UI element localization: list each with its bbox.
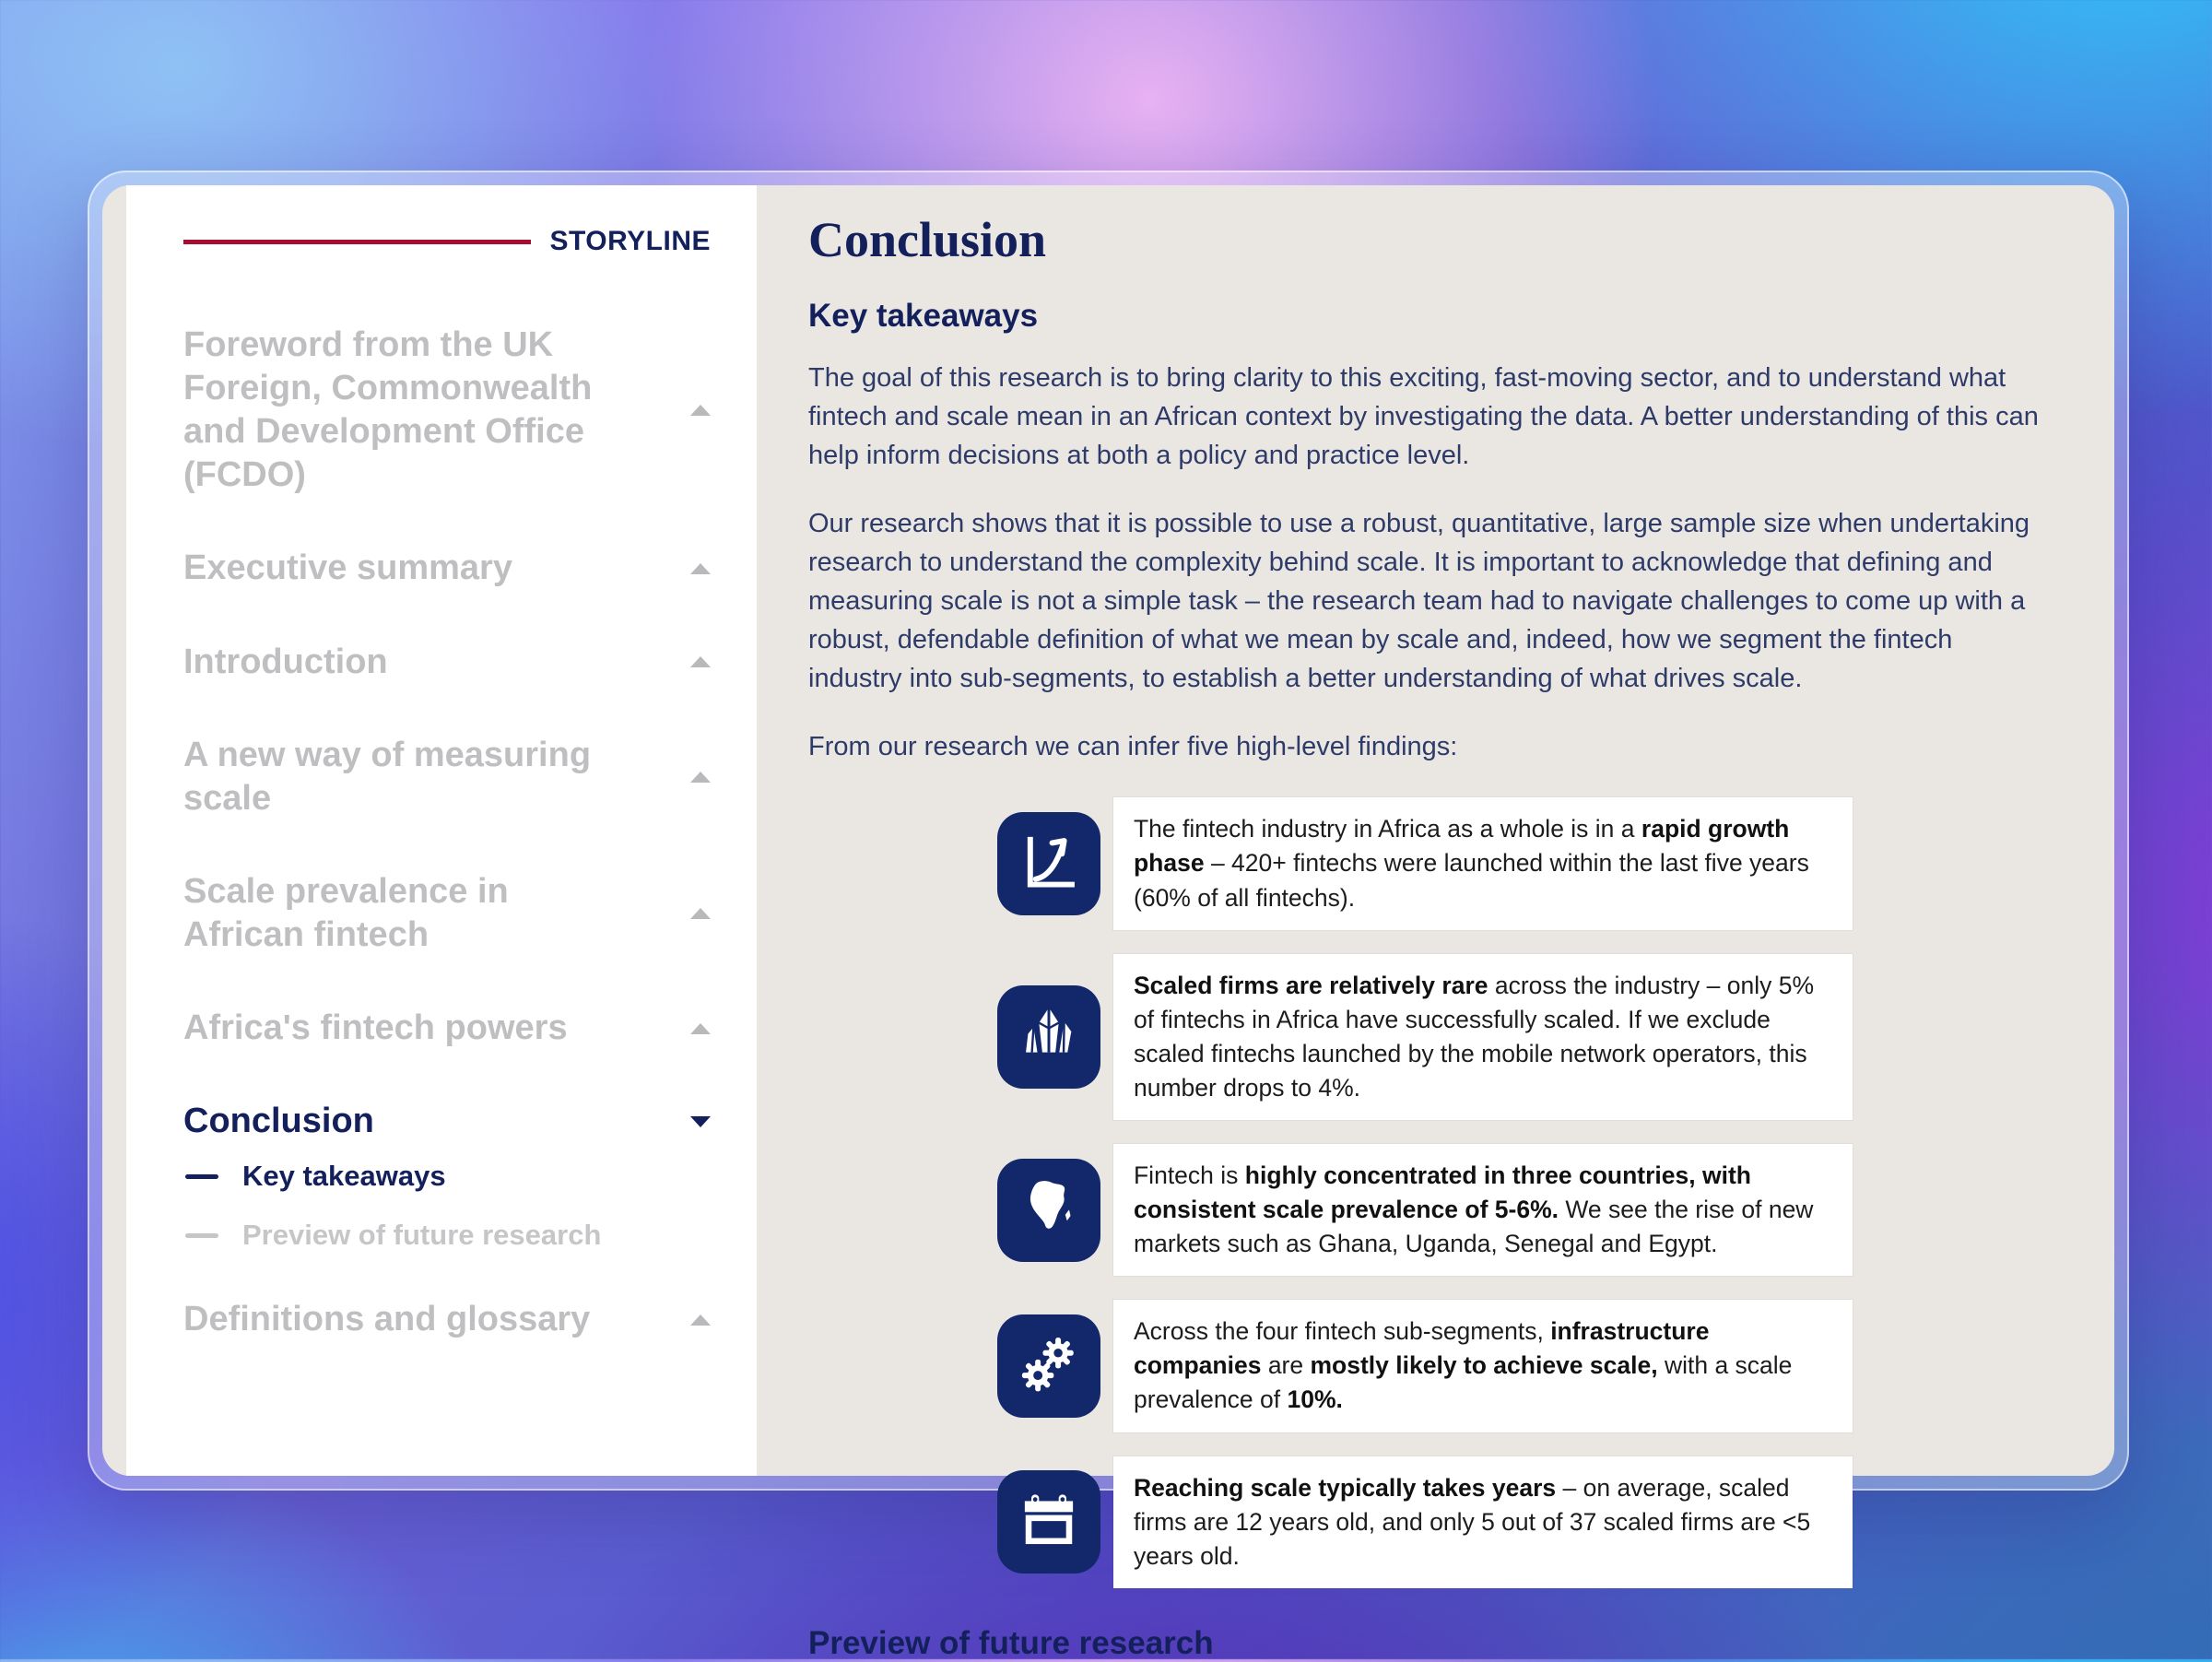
report-card (102, 185, 2114, 1661)
sidebar-sublist (185, 1160, 711, 1252)
finding-card (1113, 1456, 1853, 1588)
sidebar-item[interactable] (183, 734, 711, 820)
sidebar-item[interactable] (183, 547, 711, 590)
section-heading-key-takeaways: Key takeaways (808, 298, 1039, 335)
finding-text: The fintech industry in Africa as a whole is in a rapid growth phase – 420+ fintechs were launched within the last five years (60% of all fintechs). (1134, 815, 1809, 912)
section-heading-preview: Preview of future research (808, 1624, 1214, 1661)
finding-card (1113, 1300, 1853, 1432)
sidebar-item[interactable] (183, 1100, 711, 1143)
dash-icon (185, 1174, 218, 1179)
crystal-icon (997, 985, 1100, 1089)
storyline-divider (183, 240, 531, 244)
sidebar-item[interactable] (183, 1298, 711, 1341)
sidebar-subitem-label: Key takeaways (242, 1160, 446, 1193)
findings-list (997, 797, 1853, 1588)
main-content (757, 185, 2114, 1661)
sidebar-item[interactable] (183, 1007, 711, 1050)
sidebar-item[interactable] (183, 870, 711, 957)
sidebar-subitem-label: Preview of future research (242, 1219, 602, 1252)
chevron-up-icon[interactable] (690, 908, 711, 919)
page-title: Conclusion (808, 212, 1047, 267)
dash-icon (185, 1233, 218, 1238)
finding-card (1113, 954, 1853, 1120)
africa-map-icon (997, 1159, 1100, 1262)
finding-row (997, 1144, 1853, 1276)
paragraph: Our research shows that it is possible to use a robust, quantitative, large sample size when undertaking research to understand the complexity behind scale. It is important to acknowledge that defining and measuring scale is not a simple task – the research team had to navigate challenges to come up with a robust, defendable definition of what we mean by scale and, indeed, how we segment the fintech industry into sub-segments, to establish a better understanding of what drives scale. (808, 509, 2030, 694)
finding-text: Fintech is highly concentrated in three countries, with consistent scale prevalence of 5-6%. We see the rise of new markets such as Ghana, Uganda, Senegal and Egypt. (1134, 1161, 1814, 1258)
gears-icon (997, 1314, 1100, 1418)
storyline-header (183, 226, 711, 257)
finding-row (997, 1300, 1853, 1432)
sidebar-item-label: Scale prevalence in African fintech (183, 871, 509, 954)
finding-text: Scaled firms are relatively rare across the industry – only 5% of fintechs in Africa have successfully scaled. If we exclude scaled fintechs launched by the mobile network operators, this number drops to 4%. (1134, 971, 1815, 1102)
finding-row (997, 954, 1853, 1120)
sidebar (126, 185, 757, 1476)
sidebar-item-label: Africa's fintech powers (183, 1008, 568, 1048)
finding-row (997, 797, 1853, 929)
paragraph: From our research we can infer five high-level findings: (808, 732, 1458, 762)
chevron-down-icon[interactable] (690, 1116, 711, 1127)
report-window (88, 171, 2129, 1661)
calendar-icon (997, 1470, 1100, 1574)
sidebar-subitem[interactable] (185, 1160, 711, 1193)
finding-row (997, 1456, 1853, 1588)
storyline-label: STORYLINE (549, 226, 711, 256)
sidebar-item-label: Introduction (183, 642, 388, 681)
sidebar-item-label: Executive summary (183, 548, 512, 588)
chevron-up-icon[interactable] (690, 1023, 711, 1034)
storyline-nav (183, 324, 711, 1341)
chevron-up-icon[interactable] (690, 1314, 711, 1326)
chevron-up-icon[interactable] (690, 563, 711, 574)
sidebar-item[interactable] (183, 641, 711, 684)
sidebar-subitem[interactable] (185, 1219, 711, 1252)
finding-card (1113, 1144, 1853, 1276)
sidebar-item-label: Foreword from the UK Foreign, Commonwealth and Development Office (FCDO) (183, 325, 593, 495)
finding-text: Reaching scale typically takes years – on average, scaled firms are 12 years old, and only 5 out of 37 scaled firms are <5 years old. (1134, 1473, 1811, 1570)
chevron-up-icon[interactable] (690, 656, 711, 667)
sidebar-item-label: Definitions and glossary (183, 1300, 591, 1339)
growth-chart-icon (997, 812, 1100, 915)
sidebar-item-label: Conclusion (183, 1102, 374, 1141)
sidebar-item-label: A new way of measuring scale (183, 735, 592, 818)
chevron-up-icon[interactable] (690, 772, 711, 783)
paragraph: The goal of this research is to bring clarity to this exciting, fast-moving sector, and to understand what fintech and scale mean in an African context by investigating the data. A better understanding of this can help inform decisions at both a policy and practice level. (808, 363, 2039, 471)
finding-card (1113, 797, 1853, 929)
chevron-up-icon[interactable] (690, 405, 711, 416)
sidebar-item[interactable] (183, 324, 711, 497)
finding-text: Across the four fintech sub-segments, infrastructure companies are mostly likely to achieve scale, with a scale prevalence of 10%. (1134, 1317, 1793, 1414)
